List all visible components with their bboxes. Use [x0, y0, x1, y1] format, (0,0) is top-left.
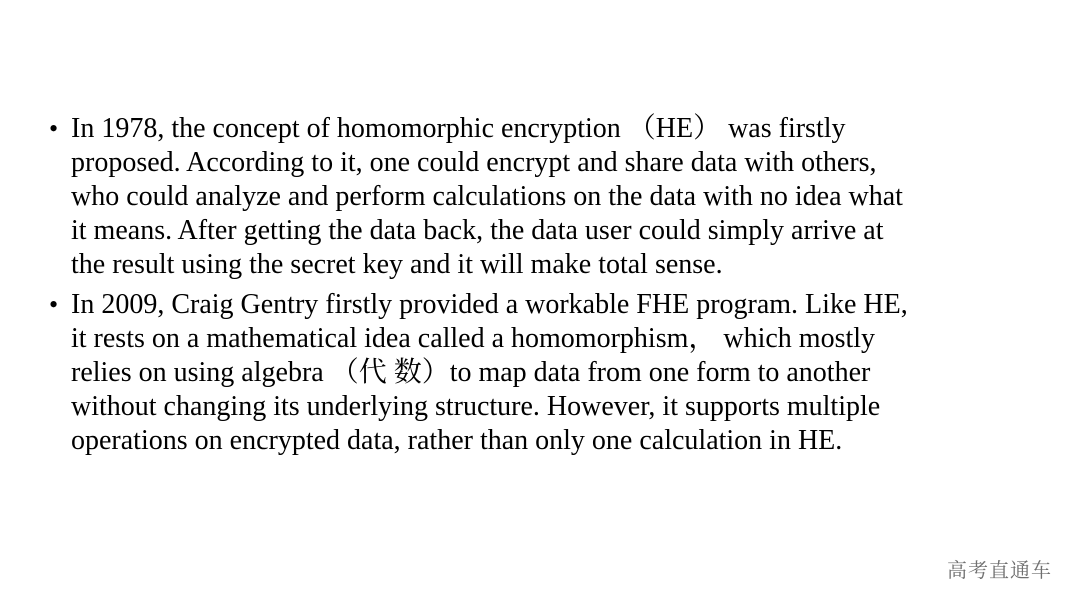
bullet-line: proposed. According to it, one could encrypt and share data with others,: [71, 147, 877, 178]
bullet-line: it means. After getting the data back, the data user could simply arrive at: [71, 215, 884, 246]
bullet-line: relies on using algebra （代 数）to map data from one form to another: [71, 357, 871, 388]
bullet-icon: •: [49, 290, 59, 319]
bullet-line: In 2009, Craig Gentry firstly provided a workable FHE program. Like HE,: [71, 289, 908, 320]
bullet-line: the result using the secret key and it will make total sense.: [71, 249, 723, 280]
bullet-line: In 1978, the concept of homomorphic encryption （HE） was firstly: [71, 113, 846, 144]
bullet-line: it rests on a mathematical idea called a homomorphism， which mostly: [71, 323, 876, 354]
bullet-line: without changing its underlying structure. However, it supports multiple: [71, 391, 881, 422]
bullet-icon: •: [49, 114, 59, 143]
bullet-text: [71, 288, 1029, 458]
bullet-list: [49, 112, 1029, 464]
watermark: 高考直通车: [947, 558, 1052, 582]
bullet-item-1978: [49, 112, 1029, 282]
bullet-text: [71, 112, 1029, 282]
bullet-line: who could analyze and perform calculations on the data with no idea what: [71, 181, 903, 212]
bullet-item-2009: [49, 288, 1029, 458]
bullet-line: operations on encrypted data, rather than only one calculation in HE.: [71, 425, 843, 456]
